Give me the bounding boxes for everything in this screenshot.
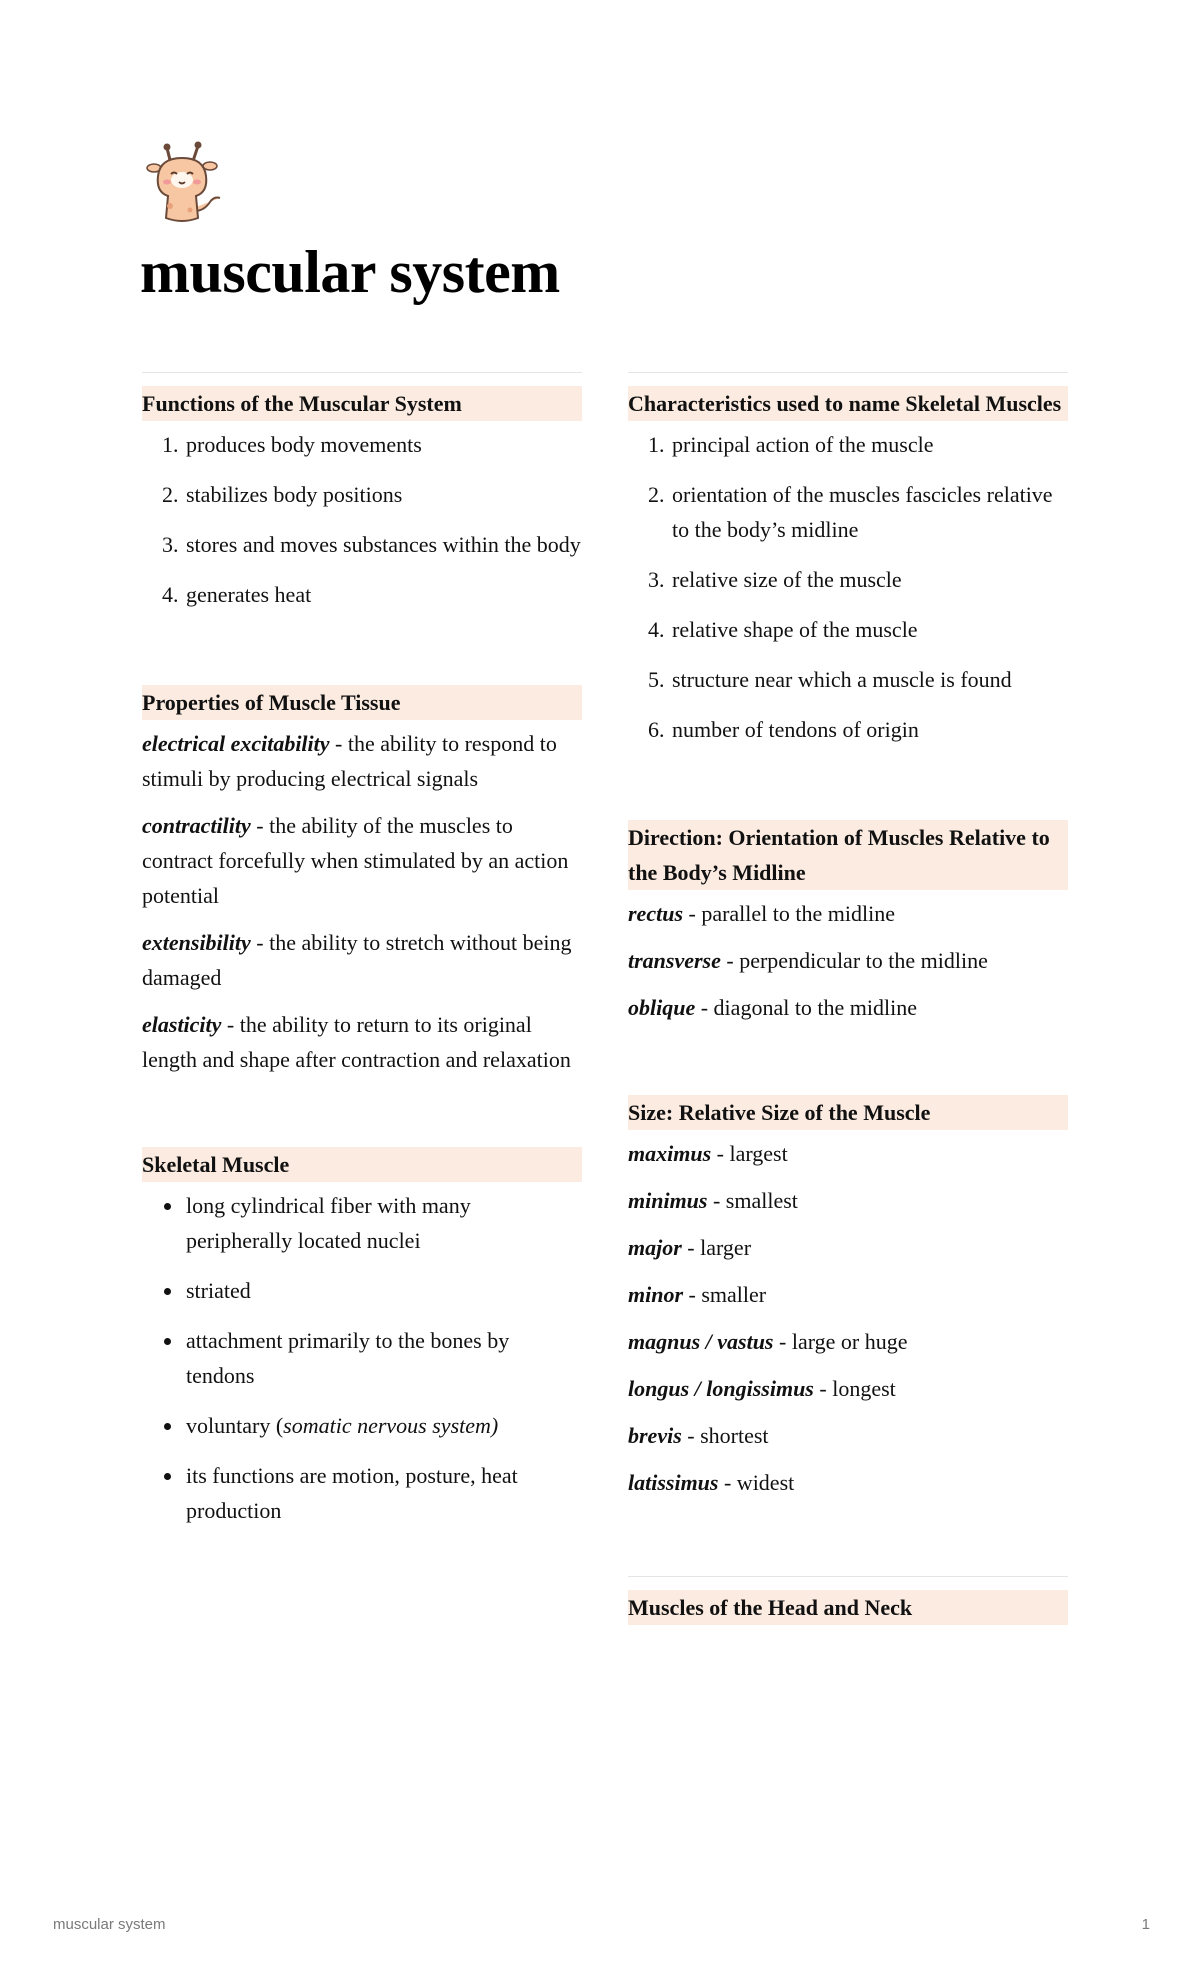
voluntary-italic: somatic nervous system) xyxy=(283,1413,499,1438)
size-item xyxy=(628,1183,1068,1218)
size-desc: - smallest xyxy=(707,1188,798,1213)
list-item: • striated xyxy=(184,1273,582,1308)
property-desc: - the ability to stretch without being damaged xyxy=(142,930,572,990)
property-desc: - the ability to respond to stimuli by producing electrical signals xyxy=(142,731,557,791)
direction-term: rectus xyxy=(628,901,683,926)
footer-doc-title: muscular system xyxy=(53,1916,166,1933)
property-item xyxy=(142,925,582,995)
list-item: 1. principal action of the muscle xyxy=(670,427,1068,462)
list-item: • attachment primarily to the bones by tendons xyxy=(184,1323,582,1393)
right-column xyxy=(628,372,1068,1631)
section-divider xyxy=(628,372,1068,373)
property-desc: - the ability to return to its original length and shape after contraction and relaxation xyxy=(142,1012,571,1072)
skeletal-muscle-heading: Skeletal Muscle xyxy=(142,1147,582,1182)
size-item xyxy=(628,1465,1068,1500)
functions-heading: Functions of the Muscular System xyxy=(142,386,582,421)
direction-item xyxy=(628,990,1068,1025)
size-item xyxy=(628,1277,1068,1312)
size-term: brevis xyxy=(628,1423,682,1448)
direction-heading: Direction: Orientation of Muscles Relative to the Body’s Midline xyxy=(628,820,1068,890)
property-item xyxy=(142,808,582,913)
list-item: 1. produces body movements xyxy=(184,427,582,462)
section-divider xyxy=(628,1576,1068,1577)
size-desc: - large or huge xyxy=(773,1329,908,1354)
direction-term: oblique xyxy=(628,995,696,1020)
list-item: 3. relative size of the muscle xyxy=(670,562,1068,597)
size-desc: - widest xyxy=(718,1470,795,1495)
property-item xyxy=(142,1007,582,1077)
direction-term: transverse xyxy=(628,948,721,973)
size-term: major xyxy=(628,1235,682,1260)
list-item: 6. number of tendons of origin xyxy=(670,712,1068,747)
direction-item xyxy=(628,943,1068,978)
functions-list xyxy=(142,427,582,612)
list-item: 4. generates heat xyxy=(184,577,582,612)
list-item: 4. relative shape of the muscle xyxy=(670,612,1068,647)
characteristics-list xyxy=(628,427,1068,747)
head-neck-heading: Muscles of the Head and Neck xyxy=(628,1590,1068,1625)
size-desc: - shortest xyxy=(681,1423,769,1448)
size-item xyxy=(628,1371,1068,1406)
size-desc: - larger xyxy=(681,1235,752,1260)
size-item xyxy=(628,1418,1068,1453)
size-term: longus / longissimus xyxy=(628,1376,814,1401)
direction-item xyxy=(628,896,1068,931)
direction-desc: - parallel to the midline xyxy=(683,901,895,926)
size-item xyxy=(628,1136,1068,1171)
giraffe-mascot-icon xyxy=(140,140,230,230)
property-item xyxy=(142,726,582,796)
list-item: 3. stores and moves substances within the body xyxy=(184,527,582,562)
list-item: 2. orientation of the muscles fascicles relative to the body’s midline xyxy=(670,477,1068,547)
property-term: electrical excitability xyxy=(142,731,330,756)
left-column xyxy=(142,372,582,1543)
size-desc: - longest xyxy=(813,1376,896,1401)
size-desc: - smaller xyxy=(683,1282,767,1307)
size-term: minor xyxy=(628,1282,684,1307)
property-term: contractility xyxy=(142,813,251,838)
section-divider xyxy=(142,372,582,373)
direction-desc: - perpendicular to the midline xyxy=(720,948,988,973)
voluntary-text: voluntary ( xyxy=(186,1413,284,1438)
size-item xyxy=(628,1230,1068,1265)
characteristics-heading: Characteristics used to name Skeletal Muscles xyxy=(628,386,1068,421)
size-term: maximus xyxy=(628,1141,712,1166)
list-item: • its functions are motion, posture, heat production xyxy=(184,1458,582,1528)
list-item: • long cylindrical fiber with many peripherally located nuclei xyxy=(184,1188,582,1258)
size-item xyxy=(628,1324,1068,1359)
property-term: extensibility xyxy=(142,930,251,955)
list-item: 5. structure near which a muscle is found xyxy=(670,662,1068,697)
size-heading: Size: Relative Size of the Muscle xyxy=(628,1095,1068,1130)
size-term: minimus xyxy=(628,1188,708,1213)
size-term: magnus / vastus xyxy=(628,1329,774,1354)
size-term: latissimus xyxy=(628,1470,719,1495)
footer-page-number: 1 xyxy=(1141,1916,1150,1933)
skeletal-muscle-list xyxy=(142,1188,582,1528)
direction-desc: - diagonal to the midline xyxy=(695,995,918,1020)
list-item: 2. stabilizes body positions xyxy=(184,477,582,512)
properties-heading: Properties of Muscle Tissue xyxy=(142,685,582,720)
property-term: elasticity xyxy=(142,1012,222,1037)
page-title: muscular system xyxy=(140,239,560,305)
size-desc: - largest xyxy=(711,1141,788,1166)
list-item xyxy=(184,1408,582,1443)
property-desc: - the ability of the muscles to contract forcefully when stimulated by an action potential xyxy=(142,813,569,908)
